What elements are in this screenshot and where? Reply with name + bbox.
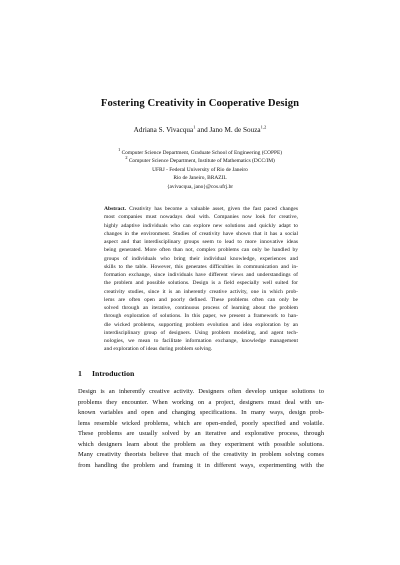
abstract-line: being generated. More often than not, complex problems can only be handled by: [104, 247, 298, 254]
body-line: Design is an inherently creative activity. Designers often develop unique solutions to: [78, 388, 324, 395]
abstract-line: interdisciplinary group of designers. Using problem modeling, and agent tech-: [104, 329, 298, 336]
abstract-line: and exploration of ideas during problem solving.: [104, 346, 213, 353]
abstract-line: through exploration of solutions. In this paper, we present a framework to han-: [104, 313, 298, 320]
section-body: [78, 387, 324, 471]
affiliation-text: Computer Science Department, Institute of Mathematics (DCC/IM): [127, 158, 275, 165]
section-title: Introduction: [92, 369, 135, 378]
affiliation-line: [0, 174, 400, 182]
affiliation-line: [0, 149, 400, 157]
affiliation-email: [0, 183, 400, 191]
affiliation-marker: 1,2: [260, 124, 267, 130]
author-joiner: and: [195, 126, 210, 134]
affiliations-block: [0, 149, 400, 191]
abstract-line: solved through an iterative, continuous process of learning about the problem: [104, 305, 298, 311]
abstract-line: creativity studies, since it is an inherently creative activity, one in which prob-: [104, 288, 298, 295]
author-line: [0, 126, 400, 134]
affiliation-line: [0, 157, 400, 165]
body-line: which designers learn about the problem as they experiment with possible solutions.: [78, 440, 324, 448]
body-line: known variables and open and changing specifications. In many ways, design prob-: [78, 409, 324, 417]
abstract-label: Abstract.: [104, 206, 127, 212]
abstract-line: formation exchange, since individuals have different views and understandings of: [104, 272, 298, 278]
affiliation-marker: 1: [193, 124, 196, 130]
affiliation-line: [0, 166, 400, 174]
abstract-line: highly adaptive individuals who can explore new solutions and quickly adapt to: [104, 222, 298, 229]
affiliation-text: Computer Science Department, Graduate School of Engineering (COPPE): [120, 150, 283, 156]
abstract-line: the problem and possible solutions. Design is a field especially well suited for: [104, 280, 298, 287]
section-number: 1: [78, 369, 82, 378]
body-line: problems they encounter. When working on a project, designers must deal with un-: [78, 398, 324, 406]
body-line: from handling the problem and framing it in different ways, experimenting with the: [78, 461, 324, 469]
abstract-text: Creativity has become a valuable asset, given the fast paced changes: [126, 206, 298, 212]
abstract-line: nologies, we mean to facilitate information exchange, knowledge management: [104, 338, 298, 344]
paper-title: Fostering Creativity in Cooperative Design: [100, 98, 300, 109]
body-line: lems resemble wicked problems, which are open-ended, poorly specified and volatile.: [78, 419, 324, 427]
author-name: Jano M. de Souza: [209, 126, 261, 134]
affiliation-text: UFRJ - Federal University of Rio de Janeiro: [152, 166, 248, 173]
abstract-line: most companies must nowadays deal with. Companies now look for creative,: [104, 214, 298, 221]
abstract-line: dle wicked problems, supporting problem evolution and idea exploration by an: [104, 321, 298, 328]
body-line: These problems are usually solved by an iterative and explorative process, through: [78, 430, 324, 438]
section-heading: [78, 369, 134, 378]
affiliation-marker: 2: [125, 155, 128, 161]
affiliation-marker: 1: [117, 147, 121, 153]
abstract-line: lems are often open and poorly defined. These problems often can only be: [104, 296, 298, 303]
abstract-line: skills to the table. However, this generates difficulties in communication and in-: [104, 263, 298, 270]
affiliation-text: {avivacqua, jano}@cos.ufrj.br: [166, 183, 234, 190]
author-name: Adriana S. Vivacqua: [133, 126, 194, 134]
body-line: Many creativity theorists believe that much of the creativity in problem solving comes: [78, 451, 324, 459]
abstract-line: aspect and that interdisciplinary groups seem to lead to more innovative ideas: [104, 239, 298, 245]
abstract-line: groups of individuals who bring their individual knowledge, experiences and: [104, 255, 298, 262]
affiliation-text: Rio de Janeiro, BRAZIL: [173, 175, 227, 182]
abstract: [104, 205, 298, 354]
abstract-line: changes in the environment. Studies of creativity have shown that it has a social: [104, 230, 298, 237]
abstract-line: [104, 205, 298, 213]
